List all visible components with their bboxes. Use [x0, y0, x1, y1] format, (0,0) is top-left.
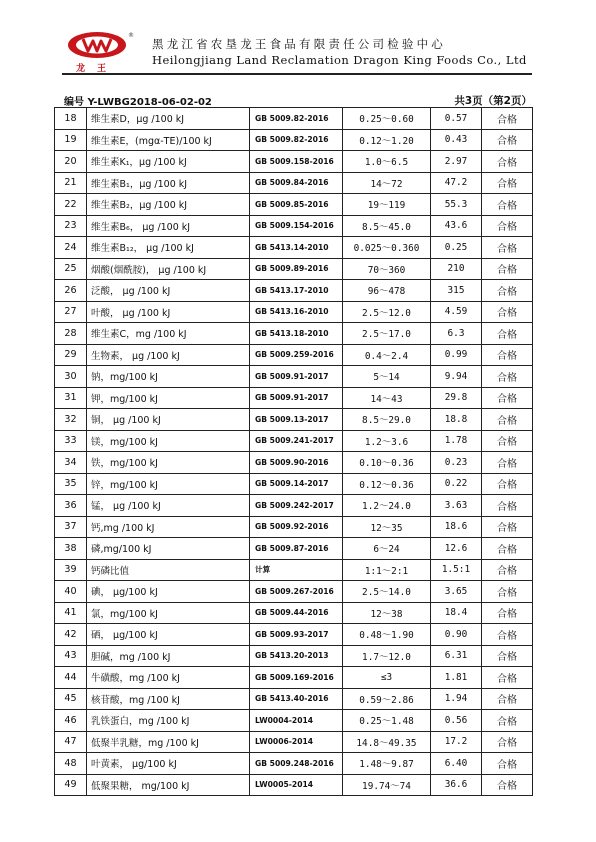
- conclusion: 合格: [482, 753, 533, 775]
- test-method: GB 5009.82-2016: [250, 129, 343, 151]
- table-row: [55, 301, 533, 323]
- test-result: 1.81: [431, 667, 482, 689]
- table-row: [55, 366, 533, 388]
- test-result: 0.56: [431, 710, 482, 732]
- test-item: 碘， μg/100 kJ: [87, 581, 250, 603]
- test-result: 43.6: [431, 215, 482, 237]
- test-method: GB 5009.14-2017: [250, 473, 343, 495]
- test-method: GB 5009.91-2017: [250, 366, 343, 388]
- table-row: [55, 280, 533, 302]
- test-item: 维生素B₁₂， μg /100 kJ: [87, 237, 250, 259]
- test-item: 铁，mg/100 kJ: [87, 452, 250, 474]
- row-number: 46: [55, 710, 87, 732]
- test-item: 烟酸(烟酰胺)， μg /100 kJ: [87, 258, 250, 280]
- test-item: 胆碱，mg /100 kJ: [87, 645, 250, 667]
- table-row: [55, 430, 533, 452]
- test-result: 1.5:1: [431, 559, 482, 581]
- conclusion: 合格: [482, 430, 533, 452]
- table-row: [55, 753, 533, 775]
- standard-range: 0.12～1.20: [343, 129, 431, 151]
- conclusion: 合格: [482, 280, 533, 302]
- logo-wordmark: 龙王: [75, 64, 118, 74]
- test-result: 6.3: [431, 323, 482, 345]
- test-method: GB 5009.154-2016: [250, 215, 343, 237]
- test-method: GB 5009.242-2017: [250, 495, 343, 517]
- conclusion: 合格: [482, 151, 533, 173]
- test-method: GB 5009.84-2016: [250, 172, 343, 194]
- conclusion: 合格: [482, 559, 533, 581]
- test-item: 维生素C，mg /100 kJ: [87, 323, 250, 345]
- row-number: 23: [55, 215, 87, 237]
- row-number: 44: [55, 667, 87, 689]
- conclusion: 合格: [482, 409, 533, 431]
- test-item: 乳铁蛋白，mg /100 kJ: [87, 710, 250, 732]
- test-result: 2.97: [431, 151, 482, 173]
- standard-range: 6～24: [343, 538, 431, 560]
- standard-range: 19.74～74: [343, 774, 431, 796]
- test-result: 0.99: [431, 344, 482, 366]
- conclusion: 合格: [482, 108, 533, 130]
- standard-range: 2.5～12.0: [343, 301, 431, 323]
- test-result: 1.94: [431, 688, 482, 710]
- test-method: GB 5413.17-2010: [250, 280, 343, 302]
- table-body: [55, 108, 533, 796]
- standard-range: 0.025～0.360: [343, 237, 431, 259]
- standard-range: 70～360: [343, 258, 431, 280]
- test-result: 315: [431, 280, 482, 302]
- test-item: 钙,mg /100 kJ: [87, 516, 250, 538]
- row-number: 28: [55, 323, 87, 345]
- test-item: 硒， μg/100 kJ: [87, 624, 250, 646]
- test-method: GB 5009.82-2016: [250, 108, 343, 130]
- row-number: 22: [55, 194, 87, 216]
- test-method: GB 5413.20-2013: [250, 645, 343, 667]
- test-method: GB 5009.90-2016: [250, 452, 343, 474]
- conclusion: 合格: [482, 624, 533, 646]
- standard-range: 1.2～3.6: [343, 430, 431, 452]
- test-item: 铜， μg /100 kJ: [87, 409, 250, 431]
- row-number: 34: [55, 452, 87, 474]
- conclusion: 合格: [482, 344, 533, 366]
- test-item: 低聚半乳糖，mg /100 kJ: [87, 731, 250, 753]
- row-number: 35: [55, 473, 87, 495]
- conclusion: 合格: [482, 387, 533, 409]
- standard-range: 5～14: [343, 366, 431, 388]
- row-number: 41: [55, 602, 87, 624]
- row-number: 48: [55, 753, 87, 775]
- test-method: GB 5009.248-2016: [250, 753, 343, 775]
- table-row: [55, 387, 533, 409]
- test-method: GB 5009.44-2016: [250, 602, 343, 624]
- test-item: 钙磷比值: [87, 559, 250, 581]
- row-number: 45: [55, 688, 87, 710]
- row-number: 40: [55, 581, 87, 603]
- standard-range: 0.25～0.60: [343, 108, 431, 130]
- test-item: 低聚果糖， mg/100 kJ: [87, 774, 250, 796]
- test-method: 计算: [250, 559, 343, 581]
- test-item: 生物素， μg /100 kJ: [87, 344, 250, 366]
- test-result: 0.25: [431, 237, 482, 259]
- test-result: 29.8: [431, 387, 482, 409]
- test-item: 维生素B₁，μg /100 kJ: [87, 172, 250, 194]
- conclusion: 合格: [482, 237, 533, 259]
- standard-range: 2.5～17.0: [343, 323, 431, 345]
- test-result: 6.40: [431, 753, 482, 775]
- test-method: GB 5009.259-2016: [250, 344, 343, 366]
- test-item: 维生素B₆， μg /100 kJ: [87, 215, 250, 237]
- table-row: [55, 151, 533, 173]
- table-row: [55, 473, 533, 495]
- test-method: LW0006-2014: [250, 731, 343, 753]
- table-row: [55, 602, 533, 624]
- test-method: GB 5009.93-2017: [250, 624, 343, 646]
- conclusion: 合格: [482, 710, 533, 732]
- row-number: 24: [55, 237, 87, 259]
- standard-range: 0.59～2.86: [343, 688, 431, 710]
- row-number: 43: [55, 645, 87, 667]
- test-item: 牛磺酸，mg /100 kJ: [87, 667, 250, 689]
- test-result: 12.6: [431, 538, 482, 560]
- test-method: GB 5413.40-2016: [250, 688, 343, 710]
- conclusion: 合格: [482, 645, 533, 667]
- conclusion: 合格: [482, 774, 533, 796]
- standard-range: 14.8～49.35: [343, 731, 431, 753]
- row-number: 29: [55, 344, 87, 366]
- table-row: [55, 495, 533, 517]
- test-result: 3.63: [431, 495, 482, 517]
- test-item: 维生素K₁，μg /100 kJ: [87, 151, 250, 173]
- test-result: 6.31: [431, 645, 482, 667]
- test-item: 叶黄素， μg/100 kJ: [87, 753, 250, 775]
- test-item: 叶酸， μg /100 kJ: [87, 301, 250, 323]
- test-item: 维生素B₂，μg /100 kJ: [87, 194, 250, 216]
- header-divider: [62, 73, 532, 75]
- test-result: 0.22: [431, 473, 482, 495]
- conclusion: 合格: [482, 516, 533, 538]
- row-number: 38: [55, 538, 87, 560]
- conclusion: 合格: [482, 215, 533, 237]
- conclusion: 合格: [482, 323, 533, 345]
- standard-range: 14～43: [343, 387, 431, 409]
- table-row: [55, 409, 533, 431]
- test-result: 9.94: [431, 366, 482, 388]
- standard-range: ≤3: [343, 667, 431, 689]
- test-item: 锰， μg /100 kJ: [87, 495, 250, 517]
- test-method: GB 5009.267-2016: [250, 581, 343, 603]
- standard-range: 8.5～45.0: [343, 215, 431, 237]
- test-method: GB 5009.91-2017: [250, 387, 343, 409]
- conclusion: 合格: [482, 194, 533, 216]
- test-item: 核苷酸，mg /100 kJ: [87, 688, 250, 710]
- table-row: [55, 344, 533, 366]
- row-number: 49: [55, 774, 87, 796]
- standard-range: 0.10～0.36: [343, 452, 431, 474]
- page-indicator: 共3页（第2页）: [454, 95, 532, 107]
- test-method: GB 5009.158-2016: [250, 151, 343, 173]
- test-result: 0.57: [431, 108, 482, 130]
- test-method: GB 5009.241-2017: [250, 430, 343, 452]
- letterhead: [62, 26, 532, 76]
- company-name-cn: 黑龙江省农垦龙王食品有限责任公司检验中心: [152, 37, 446, 51]
- conclusion: 合格: [482, 366, 533, 388]
- test-result: 18.8: [431, 409, 482, 431]
- row-number: 19: [55, 129, 87, 151]
- standard-range: 0.48～1.90: [343, 624, 431, 646]
- test-item: 维生素E，(mgα-TE)/100 kJ: [87, 129, 250, 151]
- company-name-en: Heilongjiang Land Reclamation Dragon King Foods Co., Ltd: [152, 53, 527, 67]
- standard-range: 0.4～2.4: [343, 344, 431, 366]
- conclusion: 合格: [482, 538, 533, 560]
- conclusion: 合格: [482, 731, 533, 753]
- test-method: GB 5009.85-2016: [250, 194, 343, 216]
- table-row: [55, 731, 533, 753]
- standard-range: 14～72: [343, 172, 431, 194]
- standard-range: 8.5～29.0: [343, 409, 431, 431]
- test-item: 氯，mg/100 kJ: [87, 602, 250, 624]
- table-row: [55, 581, 533, 603]
- row-number: 25: [55, 258, 87, 280]
- conclusion: 合格: [482, 667, 533, 689]
- test-method: GB 5009.13-2017: [250, 409, 343, 431]
- row-number: 31: [55, 387, 87, 409]
- test-results-table: [54, 107, 533, 796]
- table-row: [55, 645, 533, 667]
- test-result: 0.43: [431, 129, 482, 151]
- row-number: 42: [55, 624, 87, 646]
- table-row: [55, 667, 533, 689]
- row-number: 37: [55, 516, 87, 538]
- test-result: 0.90: [431, 624, 482, 646]
- standard-range: 12～38: [343, 602, 431, 624]
- test-item: 泛酸， μg /100 kJ: [87, 280, 250, 302]
- test-result: 18.4: [431, 602, 482, 624]
- test-result: 18.6: [431, 516, 482, 538]
- conclusion: 合格: [482, 688, 533, 710]
- standard-range: 1.0～6.5: [343, 151, 431, 173]
- test-method: GB 5009.169-2016: [250, 667, 343, 689]
- table-row: [55, 774, 533, 796]
- table-row: [55, 129, 533, 151]
- table-row: [55, 559, 533, 581]
- table-row: [55, 323, 533, 345]
- table-row: [55, 710, 533, 732]
- test-method: LW0004-2014: [250, 710, 343, 732]
- table-row: [55, 538, 533, 560]
- test-item: 钾，mg/100 kJ: [87, 387, 250, 409]
- standard-range: 1.2～24.0: [343, 495, 431, 517]
- table-row: [55, 194, 533, 216]
- conclusion: 合格: [482, 301, 533, 323]
- test-result: 210: [431, 258, 482, 280]
- row-number: 33: [55, 430, 87, 452]
- test-result: 17.2: [431, 731, 482, 753]
- row-number: 47: [55, 731, 87, 753]
- table-row: [55, 108, 533, 130]
- row-number: 18: [55, 108, 87, 130]
- test-item: 镁，mg/100 kJ: [87, 430, 250, 452]
- standard-range: 96～478: [343, 280, 431, 302]
- conclusion: 合格: [482, 581, 533, 603]
- table-row: [55, 215, 533, 237]
- standard-range: 0.12～0.36: [343, 473, 431, 495]
- table-row: [55, 516, 533, 538]
- test-result: 1.78: [431, 430, 482, 452]
- standard-range: 1.48～9.87: [343, 753, 431, 775]
- table-row: [55, 258, 533, 280]
- standard-range: 19～119: [343, 194, 431, 216]
- row-number: 36: [55, 495, 87, 517]
- table-row: [55, 237, 533, 259]
- row-number: 21: [55, 172, 87, 194]
- table-row: [55, 452, 533, 474]
- test-method: GB 5413.14-2010: [250, 237, 343, 259]
- test-method: GB 5413.16-2010: [250, 301, 343, 323]
- standard-range: 2.5～14.0: [343, 581, 431, 603]
- registered-mark: ®: [128, 32, 134, 39]
- row-number: 27: [55, 301, 87, 323]
- conclusion: 合格: [482, 473, 533, 495]
- test-result: 55.3: [431, 194, 482, 216]
- test-item: 钠，mg/100 kJ: [87, 366, 250, 388]
- conclusion: 合格: [482, 129, 533, 151]
- table-row: [55, 624, 533, 646]
- conclusion: 合格: [482, 258, 533, 280]
- conclusion: 合格: [482, 602, 533, 624]
- row-number: 32: [55, 409, 87, 431]
- test-item: 磷,mg/100 kJ: [87, 538, 250, 560]
- conclusion: 合格: [482, 495, 533, 517]
- row-number: 20: [55, 151, 87, 173]
- row-number: 30: [55, 366, 87, 388]
- table-row: [55, 172, 533, 194]
- standard-range: 1:1～2:1: [343, 559, 431, 581]
- test-method: LW0005-2014: [250, 774, 343, 796]
- test-item: 锌，mg/100 kJ: [87, 473, 250, 495]
- conclusion: 合格: [482, 172, 533, 194]
- document-number: 编号 Y-LWBG2018-06-02-02: [64, 97, 212, 108]
- standard-range: 12～35: [343, 516, 431, 538]
- test-method: GB 5413.18-2010: [250, 323, 343, 345]
- table-row: [55, 688, 533, 710]
- standard-range: 1.7～12.0: [343, 645, 431, 667]
- test-item: 维生素D，μg /100 kJ: [87, 108, 250, 130]
- conclusion: 合格: [482, 452, 533, 474]
- test-result: 3.65: [431, 581, 482, 603]
- test-result: 47.2: [431, 172, 482, 194]
- test-result: 4.59: [431, 301, 482, 323]
- row-number: 39: [55, 559, 87, 581]
- test-method: GB 5009.89-2016: [250, 258, 343, 280]
- test-result: 0.23: [431, 452, 482, 474]
- test-result: 36.6: [431, 774, 482, 796]
- test-method: GB 5009.87-2016: [250, 538, 343, 560]
- row-number: 26: [55, 280, 87, 302]
- test-method: GB 5009.92-2016: [250, 516, 343, 538]
- standard-range: 0.25～1.48: [343, 710, 431, 732]
